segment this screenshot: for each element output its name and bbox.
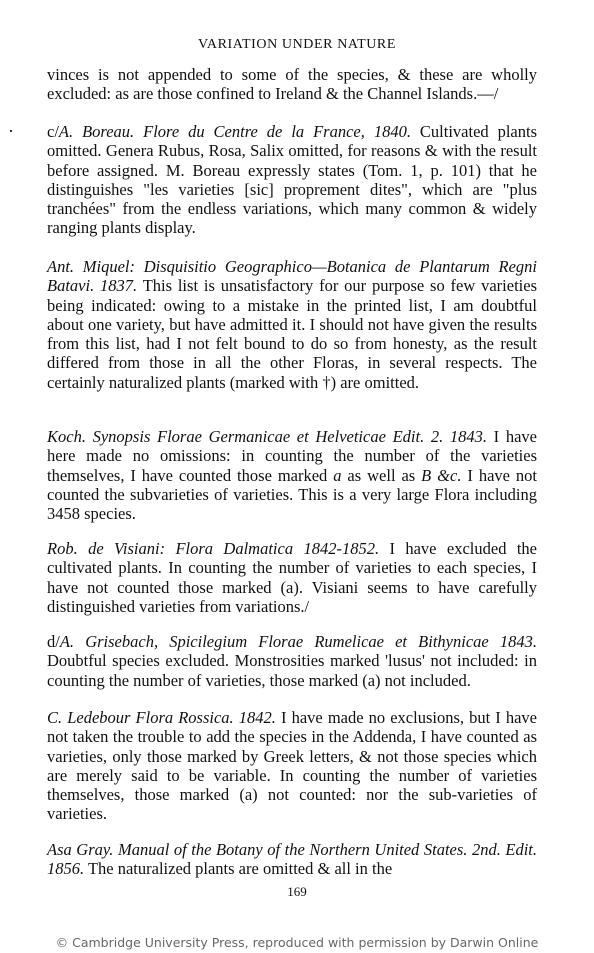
paragraph-5 [47,539,537,616]
paragraph-7 [47,708,537,824]
paragraph-8-text: The naturalized plants are omitted & all in the [84,859,393,879]
paragraph-4-italic-a: a [333,465,342,485]
paragraph-8-citation: Asa Gray. Manual of the Botany of the Northern United States. 2nd. Edit. 1856. [47,840,537,879]
paragraph-7-citation: C. Ledebour Flora Rossica. 1842. [47,708,276,727]
paragraph-3-text: This list is unsatisfactory for our purpose so few varieties being indicated: owing to a mistake in the printed list, I am doubtful about one variety, but have admitted it. I should not have given the results from this list, had I not felt bound to do so from honesty, as the result differed from those in all the other Floras, in several respects. The certainly naturalized plants (marked with †) are omitted. [47,276,537,392]
copyright-footer: © Cambridge University Press, reproduced with permission by Darwin Online [55,935,539,950]
paragraph-3-citation: Ant. Miquel: Disquisitio Geographico—Botanica de Plantarum Regni Batavi. 1837. [47,257,537,296]
paragraph-2-prefix: c/ [47,122,59,141]
paragraph-3 [47,257,537,392]
margin-mark [10,130,12,132]
paragraph-1-text: vinces is not appended to some of the species, & these are wholly excluded: as are those confined to Ireland & the Channel Islands.—/ [47,65,537,104]
paragraph-8 [47,840,537,879]
paragraph-4-text-a: I have here made no omissions: in counting the number of the varieties themselves, I have counted those marked [47,427,537,485]
paragraph-6 [47,632,537,690]
paragraph-5-text: I have excluded the cultivated plants. In counting the number of varieties to each species, I have not counted those marked (a). Visiani seems to have carefully distinguished varieties from variations./ [47,539,537,616]
paragraph-4-text-b: as well as [341,465,422,485]
paragraph-2 [47,122,537,238]
paragraph-4-text-c: I have not counted the subvarieties of varieties. This is a very large Flora including 3458 species. [47,465,538,524]
paragraph-6-citation: A. Grisebach, Spicilegium Florae Rumelicae et Bithynicae 1843. [59,632,537,651]
paragraph-1 [47,65,537,104]
paragraph-7-text: I have made no exclusions, but I have not taken the trouble to add the species in the Addenda, I have counted as varieties, only those marked by Greek letters, & not those species which are merely said to be variable. In counting the number of varieties themselves, those marked (a) not counted: nor the sub-varieties of varieties. [47,708,537,824]
paragraph-5-citation: Rob. de Visiani: Flora Dalmatica 1842-1852. [47,539,380,558]
paragraph-6-text: Doubtful species excluded. Monstrosities marked 'lusus' not included: in counting the number of varieties, those marked (a) not included. [47,651,537,690]
page-number: 169 [287,884,307,899]
paragraph-4 [47,427,537,523]
paragraph-2-citation: A. Boreau. Flore du Centre de la France, 1840. [58,122,411,141]
paragraph-4-italic-b: B &c. [421,465,462,485]
paragraph-4-citation: Koch. Synopsis Florae Germanicae et Helveticae Edit. 2. 1843. [47,427,488,446]
paragraph-6-prefix: d/ [47,632,60,651]
running-header: VARIATION UNDER NATURE [197,37,397,52]
paragraph-2-text: Cultivated plants omitted. Genera Rubus, Rosa, Salix omitted, for reasons & with the result before assigned. M. Boreau expressly states (Tom. 1, p. 101) that he distinguishes "les varieties [sic] proprement dites", which are "plus tranchées" from the endless variations, which many common & widely ranging plants display. [47,122,538,238]
